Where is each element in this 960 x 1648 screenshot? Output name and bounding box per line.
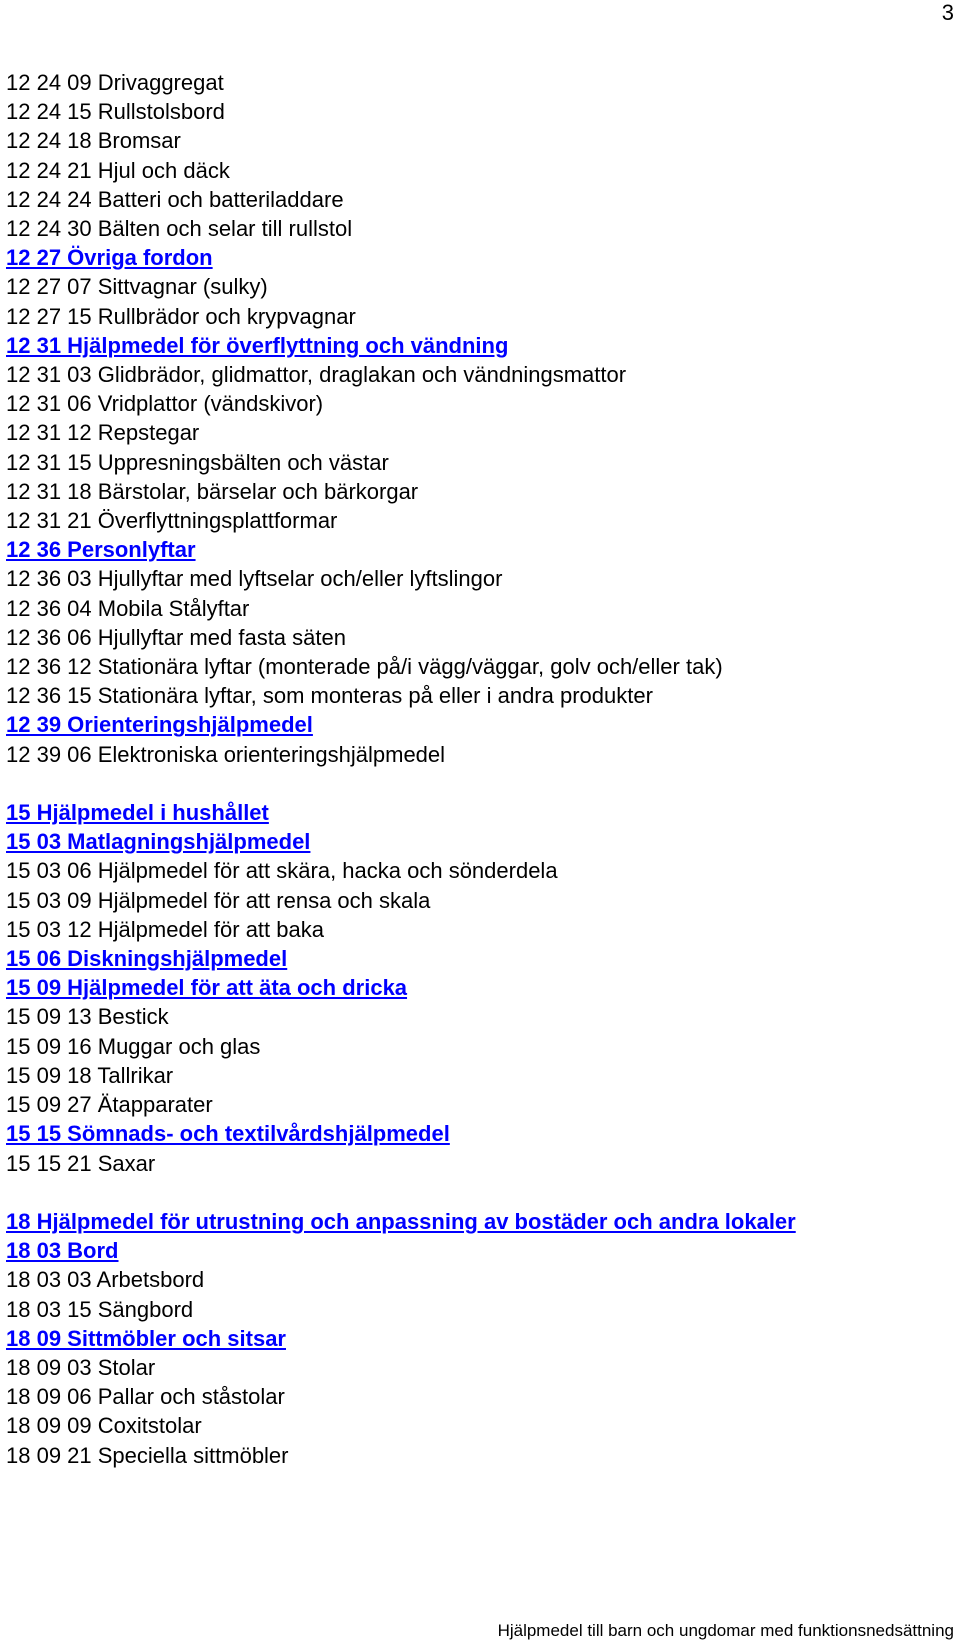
list-item: 12 36 06 Hjullyftar med fasta säten bbox=[6, 624, 346, 650]
list-item: 18 09 03 Stolar bbox=[6, 1354, 156, 1380]
document-body bbox=[6, 68, 796, 1470]
list-item: 12 31 18 Bärstolar, bärselar och bärkorgar bbox=[6, 478, 419, 504]
list-item: 12 24 15 Rullstolsbord bbox=[6, 99, 225, 125]
list-item: 12 24 30 Bälten och selar till rullstol bbox=[6, 216, 353, 242]
category-heading bbox=[6, 798, 796, 827]
category-heading bbox=[6, 535, 796, 564]
document-section bbox=[6, 798, 796, 1178]
list-item: 12 24 24 Batteri och batteriladdare bbox=[6, 186, 344, 212]
category-heading bbox=[6, 944, 796, 973]
category-heading bbox=[6, 331, 796, 360]
section-spacer bbox=[6, 1178, 796, 1207]
list-item: 18 09 21 Speciella sittmöbler bbox=[6, 1442, 289, 1468]
list-item: 12 24 21 Hjul och däck bbox=[6, 157, 230, 183]
category-heading-link[interactable]: 15 03 Matlagningshjälpmedel bbox=[6, 829, 311, 855]
list-item: 12 27 15 Rullbrädor och krypvagnar bbox=[6, 303, 356, 329]
list-item: 12 36 12 Stationära lyftar (monterade på/i vägg/väggar, golv och/eller tak) bbox=[6, 654, 723, 680]
section-spacer bbox=[6, 769, 796, 798]
category-heading-link[interactable]: 18 03 Bord bbox=[6, 1238, 119, 1264]
list-item: 18 03 03 Arbetsbord bbox=[6, 1267, 205, 1293]
category-heading-link[interactable]: 15 09 Hjälpmedel för att äta och dricka bbox=[6, 975, 408, 1001]
category-heading-link[interactable]: 12 39 Orienteringshjälpmedel bbox=[6, 712, 313, 738]
category-heading-link[interactable]: 15 06 Diskningshjälpmedel bbox=[6, 946, 288, 972]
category-heading bbox=[6, 1236, 796, 1265]
list-item: 12 24 18 Bromsar bbox=[6, 128, 181, 154]
document-section bbox=[6, 1207, 796, 1470]
list-item: 12 36 04 Mobila Stålyftar bbox=[6, 595, 250, 621]
category-heading bbox=[6, 243, 796, 272]
category-heading-link[interactable]: 18 09 Sittmöbler och sitsar bbox=[6, 1325, 286, 1351]
list-item: 12 27 07 Sittvagnar (sulky) bbox=[6, 274, 268, 300]
category-heading-link[interactable]: 12 31 Hjälpmedel för överflyttning och vändning bbox=[6, 332, 509, 358]
list-item: 12 39 06 Elektroniska orienteringshjälpmedel bbox=[6, 741, 446, 767]
category-heading-link[interactable]: 12 27 Övriga fordon bbox=[6, 245, 213, 271]
list-item: 15 03 06 Hjälpmedel för att skära, hacka och sönderdela bbox=[6, 858, 558, 884]
list-item: 18 03 15 Sängbord bbox=[6, 1296, 194, 1322]
list-item: 15 15 21 Saxar bbox=[6, 1150, 156, 1176]
list-item: 15 09 18 Tallrikar bbox=[6, 1062, 174, 1088]
list-item: 12 31 12 Repstegar bbox=[6, 420, 200, 446]
page-number: 3 bbox=[941, 0, 954, 25]
category-heading-link[interactable]: 15 Hjälpmedel i hushållet bbox=[6, 800, 269, 826]
list-item: 15 09 27 Ätapparater bbox=[6, 1092, 213, 1118]
list-item: 12 31 21 Överflyttningsplattformar bbox=[6, 508, 338, 534]
list-item: 18 09 06 Pallar och ståstolar bbox=[6, 1384, 285, 1410]
category-heading bbox=[6, 1119, 796, 1148]
list-item: 15 03 12 Hjälpmedel för att baka bbox=[6, 916, 324, 942]
list-item: 12 24 09 Drivaggregat bbox=[6, 70, 224, 95]
category-heading bbox=[6, 1324, 796, 1353]
list-item: 18 09 09 Coxitstolar bbox=[6, 1413, 202, 1439]
category-heading-link[interactable]: 15 15 Sömnads- och textilvårdshjälpmedel bbox=[6, 1121, 450, 1147]
category-heading-link[interactable]: 12 36 Personlyftar bbox=[6, 537, 196, 563]
list-item: 12 31 03 Glidbrädor, glidmattor, draglakan och vändningsmattor bbox=[6, 362, 627, 388]
category-heading bbox=[6, 1207, 796, 1236]
list-item: 12 36 15 Stationära lyftar, som monteras på eller i andra produkter bbox=[6, 683, 653, 709]
list-item: 15 09 16 Muggar och glas bbox=[6, 1033, 261, 1059]
document-section bbox=[6, 68, 796, 769]
list-item: 15 03 09 Hjälpmedel för att rensa och skala bbox=[6, 887, 431, 913]
list-item: 12 31 15 Uppresningsbälten och västar bbox=[6, 449, 389, 475]
category-heading bbox=[6, 827, 796, 856]
page-footer: Hjälpmedel till barn och ungdomar med funktionsnedsättning bbox=[497, 1621, 954, 1640]
category-heading bbox=[6, 710, 796, 739]
category-heading bbox=[6, 973, 796, 1002]
list-item: 12 31 06 Vridplattor (vändskivor) bbox=[6, 391, 324, 417]
list-item: 12 36 03 Hjullyftar med lyftselar och/eller lyftslingor bbox=[6, 566, 503, 592]
list-item: 15 09 13 Bestick bbox=[6, 1004, 169, 1030]
category-heading-link[interactable]: 18 Hjälpmedel för utrustning och anpassning av bostäder och andra lokaler bbox=[6, 1208, 796, 1234]
